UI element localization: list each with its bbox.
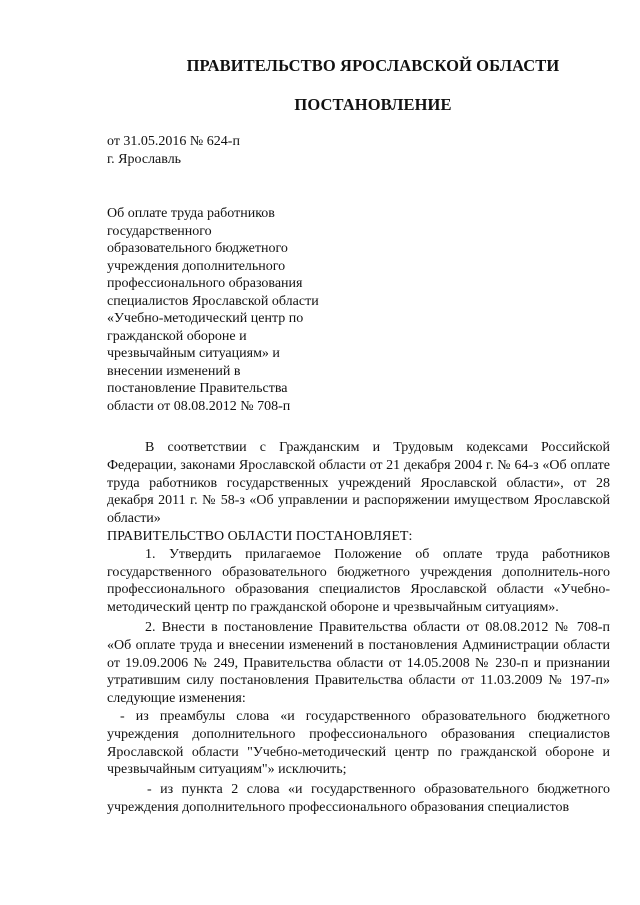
subject-line: образовательного бюджетного (107, 241, 288, 256)
amendment-dash-1: - из преамбулы слова «и государственного образовательного бюджетного учреждения дополнительного профессионального образования специалистов Ярославской области "Учебно-методический центр по гражданской обороне и чрезвычайным ситуациям"» исключить; (107, 708, 610, 778)
subject-line: чрезвычайным ситуациям» и (107, 346, 280, 361)
subject-line: постановление Правительства (107, 381, 288, 396)
item-2-paragraph: 2. Внести в постановление Правительства области от 08.08.2012 № 708-п «Об оплате труда и внесении изменений в постановления Администрации области от 19.09.2006 № 249, Правительства области от 14.05.2008 № 230-п и признании утратившим силу постановления Правительства области от 11.03.2009 № 197-п» следующие изменения: (107, 619, 610, 707)
subject-line: «Учебно-методический центр по (107, 311, 304, 326)
document-type-title: ПОСТАНОВЛЕНИЕ (294, 95, 452, 114)
body-text (107, 439, 610, 817)
subject-block (107, 205, 347, 415)
subject-line: гражданской обороне и (107, 328, 247, 344)
resolves-line: ПРАВИТЕЛЬСТВО ОБЛАСТИ ПОСТАНОВЛЯЕТ: (107, 528, 413, 544)
preamble-paragraph: В соответствии с Гражданским и Трудовым кодексами Российской Федерации, законами Ярославской области от 21 декабря 2004 г. № 64-з «Об оплате труда работников государственных учреждений Ярославской области», от 28 декабря 2011 г. № 58-з «Об управлении и распоряжении имуществом Ярославской области» (107, 440, 610, 527)
subject-line: специалистов Ярославской области (107, 293, 319, 309)
subject-line: государственного (107, 223, 212, 239)
date-number-line: от 31.05.2016 № 624-п (107, 134, 240, 149)
subject-line: Об оплате труда работников (107, 206, 275, 221)
government-title: ПРАВИТЕЛЬСТВО ЯРОСЛАВСКОЙ ОБЛАСТИ (186, 56, 560, 75)
subject-line: учреждения дополнительного (107, 258, 286, 274)
subject-line: внесении изменений в (107, 363, 241, 379)
subject-line: области от 08.08.2012 № 708-п (107, 398, 291, 414)
subject-line: профессионального образования (107, 276, 303, 291)
item-1-paragraph: 1. Утвердить прилагаемое Положение об оплате труда работников государственного образовательного бюджетного учреждения дополнитель-ного профессионального образования специалистов Ярославской области «Учебно-методический центр по гражданской обороне и чрезвычайным ситуациям». (107, 546, 610, 616)
city-line: г. Ярославль (107, 152, 182, 167)
amendment-dash-2: - из пункта 2 слова «и государственного образовательного бюджетного учреждения дополнительного профессионального образования специалистов (107, 782, 610, 815)
